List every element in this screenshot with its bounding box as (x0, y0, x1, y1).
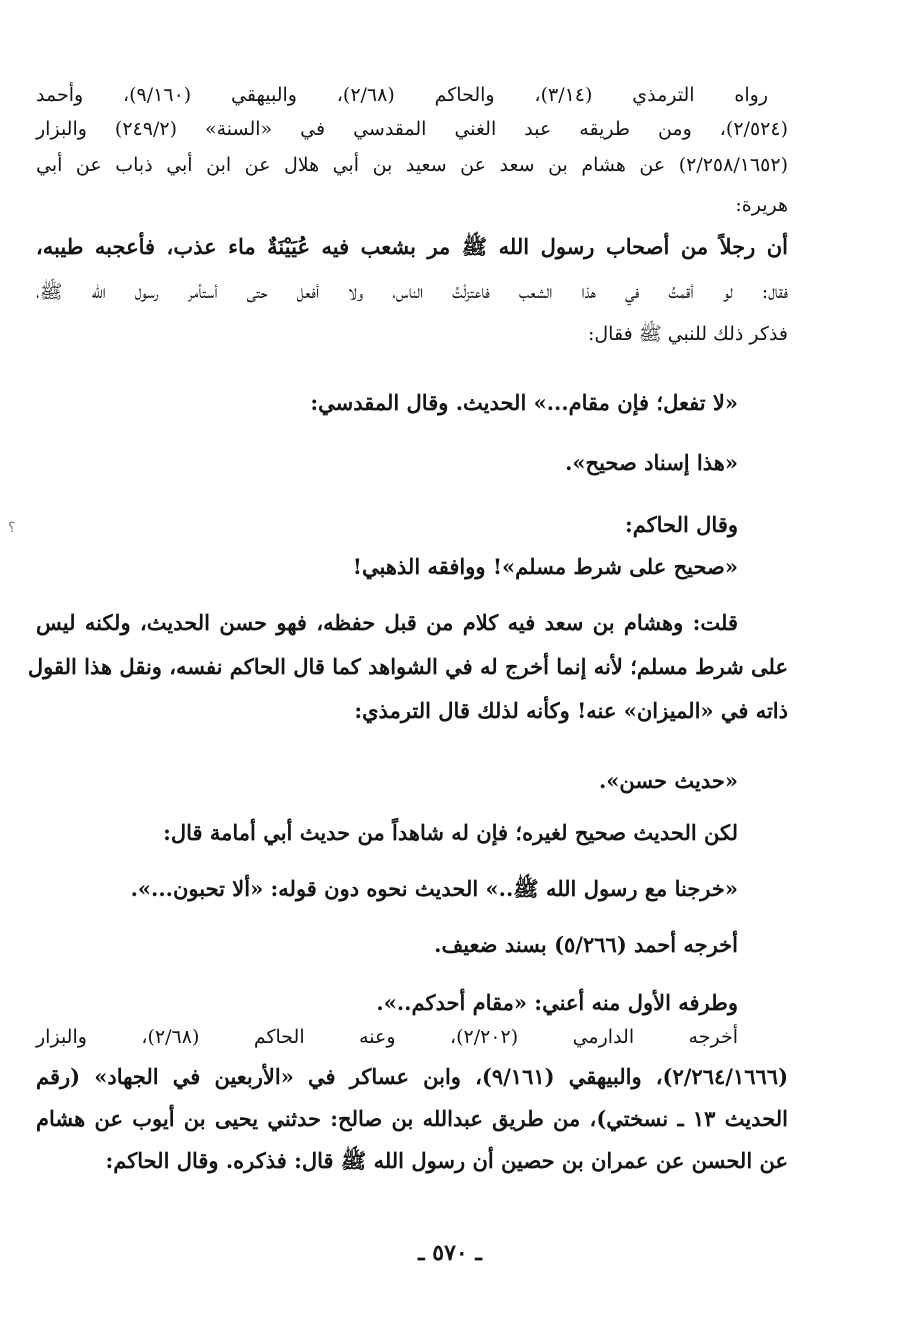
text-line: لكن الحديث صحيح لغيره؛ فإن له شاهداً من حديث أبي أمامة قال: (163, 820, 738, 845)
text-line: هريرة: (735, 194, 788, 216)
text-line: ذاته في «الميزان» عنه! وكأنه لذلك قال الترمذي: (354, 698, 788, 723)
text-line: قلت: وهشام بن سعد فيه كلام من قبل حفظه، فهو حسن الحديث، ولكنه ليس (36, 610, 738, 635)
page-number: ـ ٥٧٠ ـ (418, 1240, 482, 1266)
text-line: وطرفه الأول منه أعني: «مقام أحدكم..». (376, 990, 738, 1015)
text-line: (٢/٢٥٨/١٦٥٢) عن هشام بن سعد عن سعيد بن أبي هلال عن ابن أبي ذباب عن أبي (36, 154, 788, 176)
text-line: أن رجلاً من أصحاب رسول الله ﷺ مر بشعب فيه عُيَيْنَةٌ ماء عذب، فأعجبه طيبه، (36, 234, 788, 259)
text-line: وقال الحاكم: (624, 512, 738, 537)
text-line: «هذا إسناد صحيح». (565, 450, 738, 475)
text-line: أخرجه أحمد (٥/٢٦٦) بسند ضعيف. (434, 932, 738, 957)
text-line: «لا تفعل؛ فإن مقام...» الحديث. وقال المقدسي: (310, 390, 738, 415)
text-line: رواه الترمذي (٣/١٤)، والحاكم (٢/٦٨)، والبيهقي (٩/١٦٠)، وأحمد (36, 84, 768, 106)
text-line: فذكر ذلك للنبي ﷺ فقال: (587, 323, 788, 345)
text-line: عن الحسن عن عمران بن حصين أن رسول الله ﷺ قال: فذكره. وقال الحاكم: (105, 1148, 788, 1173)
margin-mark: ؟ (8, 520, 16, 536)
text-line: (٢/٥٢٤)، ومن طريقه عبد الغني المقدسي في «السنة» (٢٤٩/٢) والبزار (36, 118, 788, 140)
text-line: الحديث ١٣ ـ نسختي)، من طريق عبدالله بن صالح: حدثني يحيى بن أيوب عن هشام (36, 1106, 788, 1131)
text-line: فقال: لو أقمتُ في هذا الشعب فاعتزلْتُ الناس، ولا أفعل حتى أستأمر رسول الله ﷺ، (36, 281, 788, 303)
text-line: «صحيح على شرط مسلم»! ووافقه الذهبي! (352, 554, 738, 579)
text-line: «حديث حسن». (598, 768, 738, 793)
text-line: على شرط مسلم؛ لأنه إنما أخرج له في الشواهد كما قال الحاكم نفسه، ونقل هذا القول (27, 654, 788, 679)
text-line: «خرجنا مع رسول الله ﷺ..» الحديث نحوه دون قوله: «ألا تحبون...». (130, 876, 738, 901)
text-line: (٢/٢٦٤/١٦٦٦)، والبيهقي (٩/١٦١)، وابن عساكر في «الأربعين في الجهاد» (رقم (36, 1064, 788, 1089)
text-line: أخرجه الدارمي (٢/٢٠٢)، وعنه الحاكم (٢/٦٨)، والبزار (36, 1026, 738, 1048)
